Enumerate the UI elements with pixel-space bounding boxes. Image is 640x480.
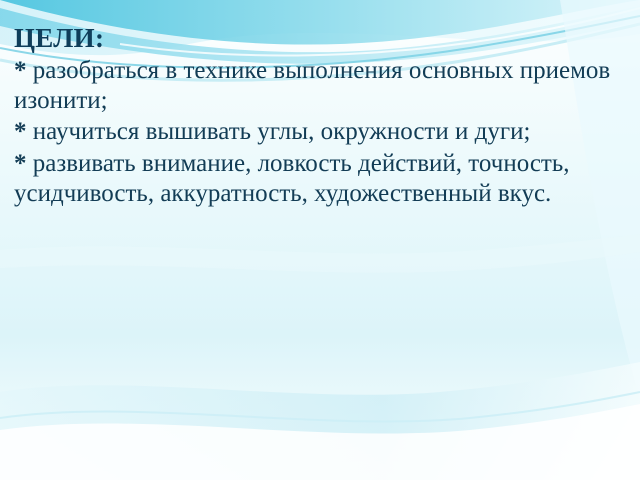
slide-content xyxy=(14,24,614,210)
bullet-marker-icon: * xyxy=(14,149,27,177)
list-item-text: научиться вышивать углы, окружности и дуги; xyxy=(32,118,531,146)
bullet-marker-icon: * xyxy=(14,56,27,84)
bullet-marker-icon: * xyxy=(14,118,27,146)
list-item xyxy=(14,149,614,210)
list-item-text: разобраться в технике выполнения основных приемов изонити; xyxy=(14,56,611,114)
list-item xyxy=(14,56,614,117)
list-item-text: развивать внимание, ловкость действий, точность, усидчивость, аккуратность, художественный вкус. xyxy=(14,149,570,208)
list-item xyxy=(14,117,614,147)
page-title: ЦЕЛИ: xyxy=(14,23,105,53)
goals-list xyxy=(14,56,614,210)
